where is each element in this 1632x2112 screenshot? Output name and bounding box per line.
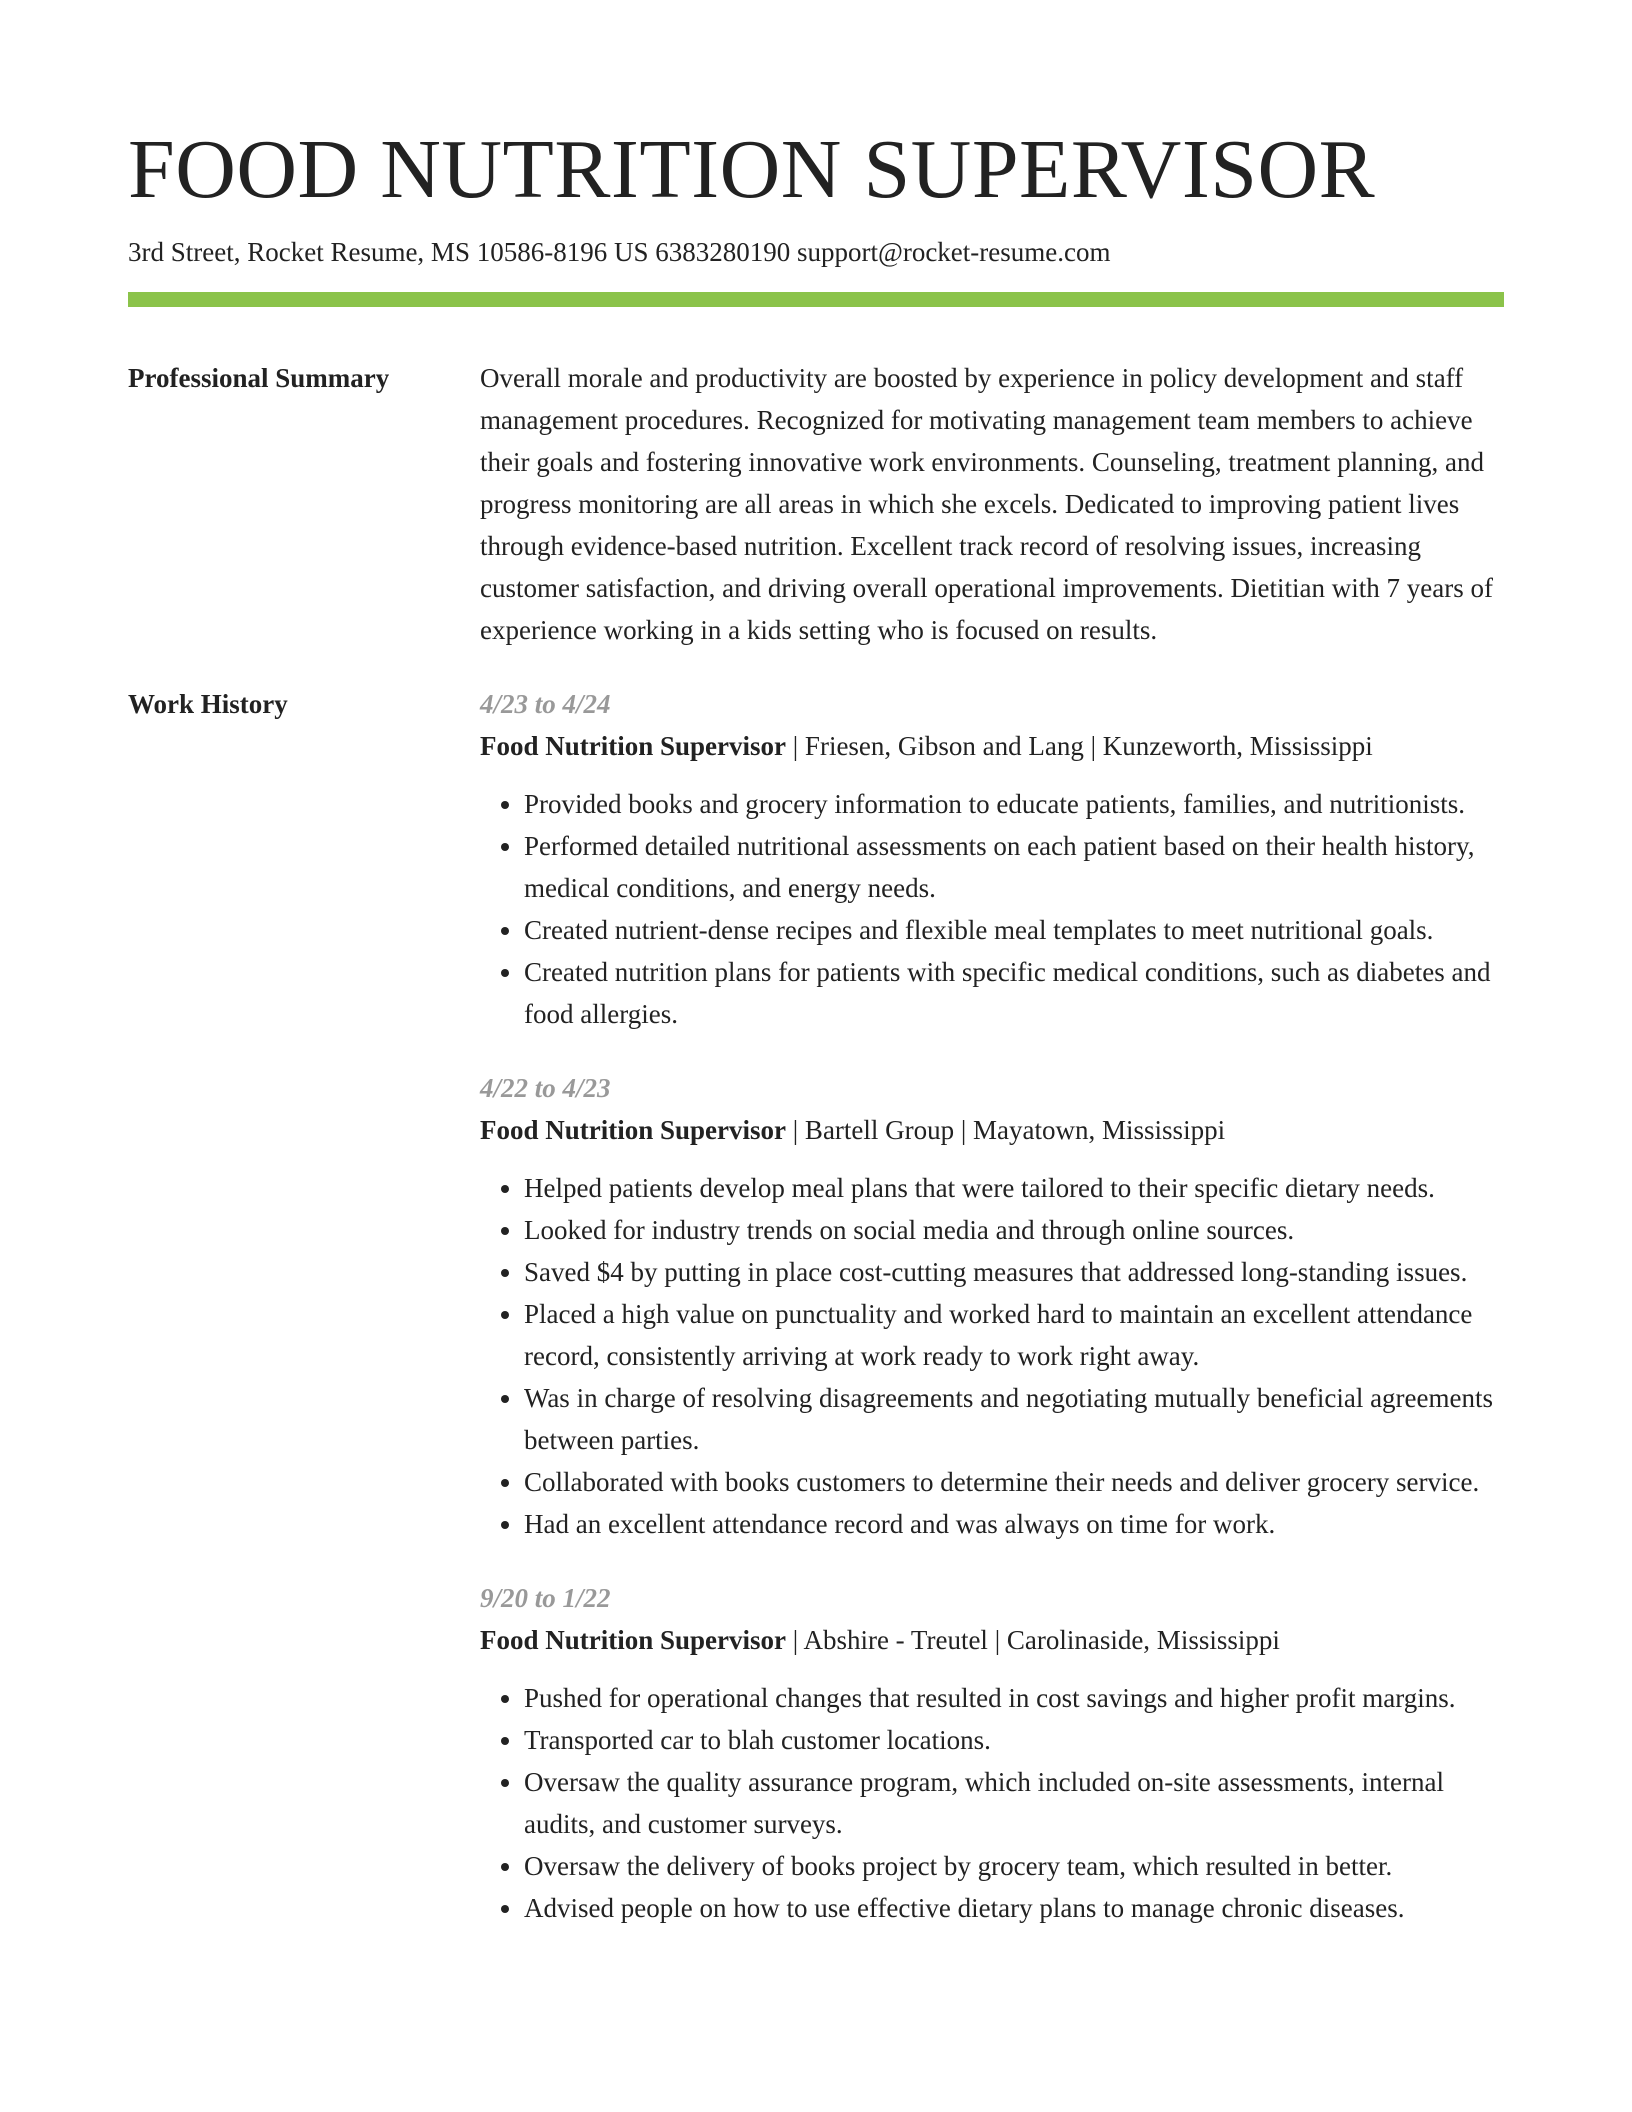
job-employer-location: | Friesen, Gibson and Lang | Kunzeworth, Mississippi: [786, 731, 1373, 761]
job-entry: [480, 1067, 1504, 1545]
job-bullet: • Placed a high value on punctuality and worked hard to maintain an excellent attendance record, consistently arriving at work ready to work right away.: [524, 1293, 1504, 1377]
job-bullet: • Had an excellent attendance record and was always on time for work.: [524, 1503, 1504, 1545]
contact-line: 3rd Street, Rocket Resume, MS 10586-8196 US 6383280190 support@rocket-resume.com: [128, 237, 1111, 267]
work-history-heading: Work History: [128, 689, 288, 719]
job-bullet: • Collaborated with books customers to determine their needs and deliver grocery service.: [524, 1461, 1504, 1503]
job-bullet-list: [480, 1677, 1504, 1929]
job-bullet: • Oversaw the quality assurance program, which included on-site assessments, internal audits, and customer surveys.: [524, 1761, 1504, 1845]
work-history-body: [480, 683, 1504, 1929]
job-title-line: [480, 1109, 1504, 1151]
job-dates: 4/22 to 4/23: [480, 1073, 611, 1103]
job-title-line: [480, 1619, 1504, 1661]
job-bullet-list: [480, 783, 1504, 1035]
job-bullet: • Advised people on how to use effective dietary plans to manage chronic diseases.: [524, 1887, 1504, 1929]
summary-text: Overall morale and productivity are boosted by experience in policy development and staff management procedures. Recognized for motivating management team members to achieve their goals and fostering innovative work environments. Counseling, treatment planning, and progress monitoring are all areas in which she excels. Dedicated to improving patient lives through evidence-based nutrition. Excellent track record of resolving issues, increasing customer satisfaction, and driving overall operational improvements. Dietitian with 7 years of experience working in a kids setting who is focused on results.: [480, 363, 1493, 645]
job-bullet: • Performed detailed nutritional assessments on each patient based on their health history, medical conditions, and energy needs.: [524, 825, 1504, 909]
job-title: Food Nutrition Supervisor: [480, 1115, 787, 1145]
job-bullet: • Was in charge of resolving disagreements and negotiating mutually beneficial agreements between parties.: [524, 1377, 1504, 1461]
job-title: Food Nutrition Supervisor: [480, 1625, 787, 1655]
job-entry: [480, 683, 1504, 1035]
job-bullet: • Looked for industry trends on social media and through online sources.: [524, 1209, 1504, 1251]
job-employer-location: | Abshire - Treutel | Carolinaside, Mississippi: [786, 1625, 1280, 1655]
summary-body: [480, 357, 1504, 651]
summary-section: [128, 357, 1504, 651]
resume-name: FOOD NUTRITION SUPERVISOR: [128, 123, 1376, 216]
accent-rule: [128, 292, 1504, 307]
job-entry: [480, 1577, 1504, 1929]
resume-page: [128, 118, 1504, 1929]
job-bullet: • Oversaw the delivery of books project by grocery team, which resulted in better.: [524, 1845, 1504, 1887]
work-history-section: [128, 683, 1504, 1929]
summary-heading: Professional Summary: [128, 363, 390, 393]
job-dates: 9/20 to 1/22: [480, 1583, 611, 1613]
job-bullet: • Transported car to blah customer locations.: [524, 1719, 1504, 1761]
job-employer-location: | Bartell Group | Mayatown, Mississippi: [786, 1115, 1226, 1145]
job-bullet: • Provided books and grocery information to educate patients, families, and nutritionists.: [524, 783, 1504, 825]
job-dates: 4/23 to 4/24: [480, 689, 611, 719]
job-bullet-list: [480, 1167, 1504, 1545]
job-title: Food Nutrition Supervisor: [480, 731, 787, 761]
job-bullet: • Pushed for operational changes that resulted in cost savings and higher profit margins.: [524, 1677, 1504, 1719]
job-title-line: [480, 725, 1504, 767]
job-bullet: • Saved $4 by putting in place cost-cutting measures that addressed long-standing issues.: [524, 1251, 1504, 1293]
job-bullet: • Helped patients develop meal plans that were tailored to their specific dietary needs.: [524, 1167, 1504, 1209]
job-bullet: • Created nutrient-dense recipes and flexible meal templates to meet nutritional goals.: [524, 909, 1504, 951]
job-bullet: • Created nutrition plans for patients with specific medical conditions, such as diabetes and food allergies.: [524, 951, 1504, 1035]
